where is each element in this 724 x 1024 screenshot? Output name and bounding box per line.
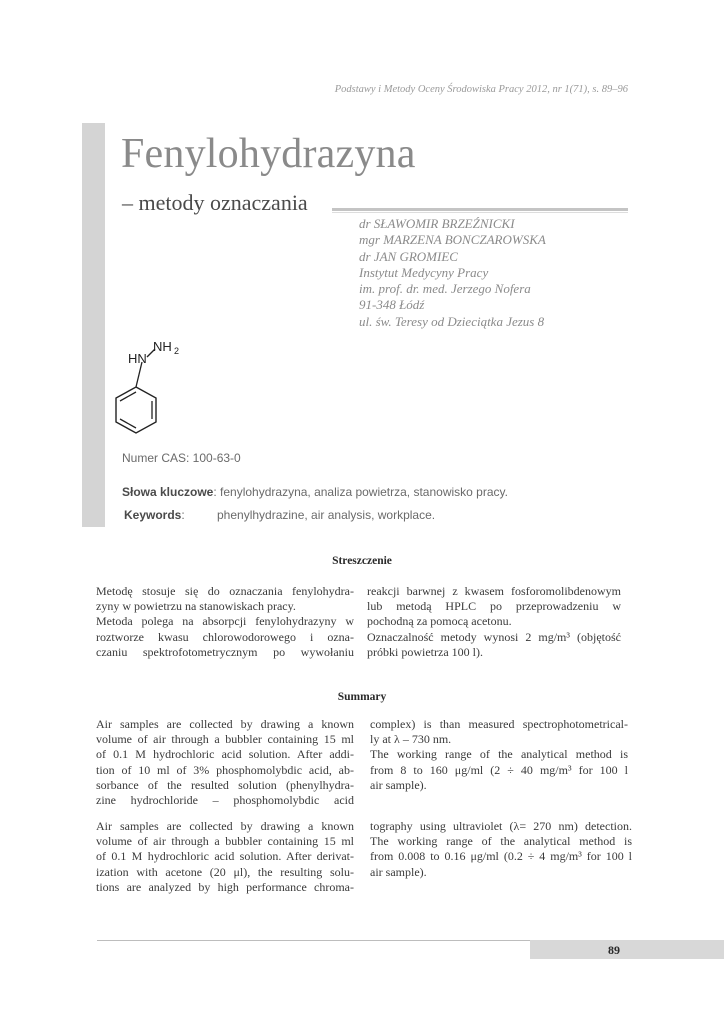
affiliation-line: im. prof. dr. med. Jerzego Nofera [359,281,531,297]
text-line: ly at λ – 730 nm. [370,732,452,747]
streszczenie-left-column [96,584,354,660]
text-line: Air samples are collected by drawing a known [96,717,354,731]
affiliation-line: 91-348 Łódź [359,297,425,313]
text-line: of 0.1 M hydrochloric acid solution. After addi- [96,747,354,762]
text-line: roztworze kwasu chlorowodorowego i ozna- [96,629,354,644]
text-line: tography using ultraviolet (λ= 270 nm) detection. [370,819,632,833]
page-number-box [530,940,724,959]
text-line: zine hydrochloride – phosphomolybdic acid [96,793,354,808]
text-line: sorbance of the resulted solution (phenylhydra- [96,777,354,792]
text-line: Metodę stosuje się do oznaczania fenylohydra- [96,584,354,598]
text-line: lub metodą HPLC po przeprowadzeniu w [367,599,621,614]
amine-subscript: 2 [174,346,180,356]
streszczenie-right-column [367,584,621,660]
streszczenie-heading: Streszczenie [332,555,392,567]
text-line: from 8 to 160 μg/ml (2 ÷ 40 mg/m³ for 100 l [370,762,628,777]
text-line: próbki powietrza 100 l). [367,644,483,659]
text-line: of 0.1 M hydrochloric acid solution. After derivat- [96,849,354,864]
subtitle-rule-thin [332,212,628,213]
text-line: tions are analyzed by high performance chroma- [96,879,354,894]
subtitle-rule [332,208,628,211]
text-line: czaniu spektrofotometrycznym po wywołaniu [96,644,354,659]
journal-reference: Podstawy i Metody Oceny Środowiska Pracy 2012, nr 1(71), s. 89–96 [334,84,628,95]
affiliation-line: Instytut Medycyny Pracy [359,264,489,280]
keywords-pl-value: fenylohydrazyna, analiza powietrza, stanowisko pracy. [220,485,508,499]
phenylhydrazine-structure [108,338,188,438]
text-line: tion of 10 ml of 3% phosphomolybdic acid, ab- [96,762,354,777]
amine-label: NH [153,339,172,354]
keywords-en-value: phenylhydrazine, air analysis, workplace. [217,508,436,522]
text-line: Air samples are collected by drawing a known [96,819,354,833]
affiliation-line: ul. św. Teresy od Dzieciątka Jezus 8 [359,313,545,329]
cas-number: Numer CAS: 100-63-0 [122,451,241,465]
summary-p2-right-column [370,819,632,880]
text-line: ization with acetone (20 μl), the resulting solu- [96,864,354,879]
text-line: The working range of the analytical method is [370,834,632,849]
author-block [359,216,546,330]
imine-label: HN [128,351,147,366]
author-line: dr JAN GROMIEC [359,248,458,264]
text-line: from 0.008 to 0.16 μg/ml (0.2 ÷ 4 mg/m³ for 100 l [370,849,632,864]
author-line: mgr MARZENA BONCZAROWSKA [359,232,546,248]
text-line: Metoda polega na absorpcji fenylohydrazyny w [96,614,354,629]
page-number: 89 [608,943,620,957]
text-line: Oznaczalność metody wynosi 2 mg/m³ (objętość [367,629,621,644]
article-subtitle: – metody oznaczania [122,190,308,215]
summary-p1-left-column [96,717,354,808]
author-line: dr SŁAWOMIR BRZEŹNICKI [359,216,515,231]
summary-p2-left-column [96,819,354,895]
text-line: volume of air through a bubbler containing 15 ml [96,834,354,849]
article-title: Fenylohydrazyna [121,131,416,177]
keywords-pl-label: Słowa kluczowe [122,485,214,499]
text-line: complex) is than measured spectrophotometrical- [370,717,628,731]
keywords-english: Keywords: phenylhydrazine, air analysis, workplace. [124,508,436,522]
text-line: air sample). [370,777,427,792]
keywords-polish: Słowa kluczowe: fenylohydrazyna, analiza powietrza, stanowisko pracy. [122,485,508,499]
text-line: reakcji barwnej z kwasem fosforomolibdenowym [367,584,621,598]
summary-p1-right-column [370,717,628,793]
title-side-bar [82,123,105,527]
summary-heading: Summary [337,691,387,703]
text-line: pochodną za pomocą acetonu. [367,614,512,629]
text-line: volume of air through a bubbler containing 15 ml [96,732,354,747]
text-line: air sample). [370,864,427,879]
text-line: zyny w powietrzu na stanowiskach pracy. [96,599,296,614]
text-line: The working range of the analytical method is [370,747,628,762]
keywords-en-label: Keywords [124,508,182,522]
